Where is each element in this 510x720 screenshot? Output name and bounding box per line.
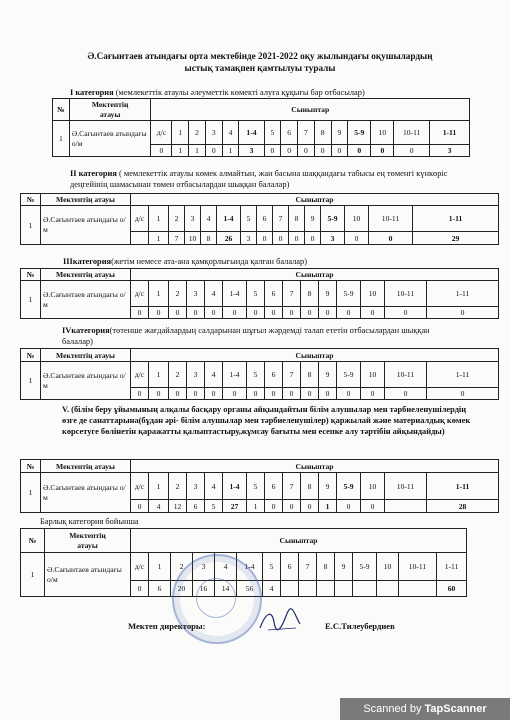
grade-cell: 4 [215, 553, 237, 581]
header-school: Мектептің атауы [41, 349, 131, 362]
value-cell: 1 [172, 145, 189, 157]
value-cell: 0 [223, 388, 247, 400]
grade-cell: 1-11 [429, 121, 469, 145]
value-cell: 0 [169, 388, 187, 400]
value-cell: 0 [385, 307, 427, 319]
value-cell: 0 [205, 388, 223, 400]
value-cell: 0 [265, 500, 283, 513]
header-no: № [21, 194, 41, 206]
grade-cell: 10-11 [399, 553, 437, 581]
grade-cell: 1 [149, 362, 169, 388]
grade-cell: 10-11 [385, 281, 427, 307]
header-no: № [21, 460, 41, 473]
watermark-brand: TapScanner [424, 703, 487, 715]
header-classes: Сыныптар [131, 269, 499, 281]
grade-cell: 3 [187, 362, 205, 388]
value-cell: 0 [247, 388, 265, 400]
value-cell: 0 [131, 388, 149, 400]
value-cell [131, 232, 149, 245]
grade-cell: 5-9 [321, 206, 345, 232]
grade-cell: 8 [317, 553, 335, 581]
value-cell: 0 [371, 145, 394, 157]
header-no: № [21, 269, 41, 281]
grade-cell: 4 [201, 206, 217, 232]
row-no: 1 [21, 206, 41, 245]
value-cell: 0 [369, 232, 413, 245]
value-cell: 0 [149, 307, 169, 319]
value-cell: 0 [301, 500, 319, 513]
grade-cell: 1 [149, 206, 169, 232]
value-cell: 60 [437, 581, 467, 597]
value-cell: 0 [131, 500, 149, 513]
grade-cell: 7 [298, 121, 315, 145]
row-no: 1 [21, 281, 41, 319]
watermark-prefix: Scanned by [363, 703, 425, 715]
grade-cell: 8 [314, 121, 331, 145]
director-label: Мектеп директоры: [128, 621, 206, 631]
section-5-heading: V. (білім беру ұйымының алқалы басқару органы айқындайтын білім алушылар мен тәрбиеленушілердің өзге де санаттарына(бұдан әрі- білім алушылар мен тәрбиеленушілер) қаржылай және материалдық көмек көрсетуге бөлінетін қаражатты қалыптастыру,жұмсау бағыты мен есепке алу тәртібін айқындайды) [62, 405, 471, 436]
grade-cell: 1 [149, 281, 169, 307]
value-cell: 5 [205, 500, 223, 513]
value-cell: 29 [413, 232, 499, 245]
grade-cell: 8 [301, 362, 319, 388]
grade-cell: 6 [257, 206, 273, 232]
value-cell: 0 [301, 388, 319, 400]
value-cell: 14 [215, 581, 237, 597]
grade-cell: 9 [319, 362, 337, 388]
grade-cell: 5 [241, 206, 257, 232]
value-cell: 0 [257, 232, 273, 245]
section-4-heading: ІVкатегория(төтенше жағдайлардың салдарынан шұғыл жәрдемді талап ететін отбасылардан шыққан балалар) [62, 326, 430, 346]
grade-cell: 7 [299, 553, 317, 581]
grade-cell: 9 [319, 473, 337, 500]
value-cell [385, 500, 427, 513]
section-5-table [20, 459, 499, 513]
value-cell: 0 [265, 307, 283, 319]
value-cell: 0 [247, 307, 265, 319]
header-classes: Сыныптар [151, 99, 470, 121]
value-cell: 4 [263, 581, 281, 597]
title-line-1: Ә.Сағынтаев атындағы орта мектебінде 2021-2022 оқу жылындағы оқушылардың [87, 51, 433, 61]
title-line-2: ыстық тамақпен қамтылуы туралы [184, 63, 336, 73]
value-cell: 0 [289, 232, 305, 245]
value-cell: 12 [169, 500, 187, 513]
value-cell: 0 [169, 307, 187, 319]
grade-cell: 6 [265, 362, 283, 388]
grade-cell: 10 [345, 206, 369, 232]
grade-cell: 5-9 [353, 553, 377, 581]
grade-cell: 10 [371, 121, 394, 145]
grade-cell: 2 [171, 553, 193, 581]
row-no: 1 [21, 362, 41, 400]
grade-ds: д/с [131, 553, 149, 581]
value-cell: 0 [273, 232, 289, 245]
value-cell [299, 581, 317, 597]
grade-cell: 1 [172, 121, 189, 145]
value-cell: 0 [283, 307, 301, 319]
value-cell: 0 [281, 145, 298, 157]
grade-cell: 1-4 [239, 121, 264, 145]
value-cell [353, 581, 377, 597]
value-cell: 0 [187, 388, 205, 400]
header-no: № [21, 529, 45, 553]
grade-cell: 2 [169, 362, 187, 388]
section-1-heading: І категория (мемлекеттік атаулы әлеуметтік көмекті алуға құқығы бар отбасылар) [70, 88, 365, 97]
school-name: Ә.Сағынтаев атындағы о/м [41, 362, 131, 400]
grade-cell: 6 [265, 473, 283, 500]
value-cell: 8 [201, 232, 217, 245]
grade-cell: 1-4 [223, 473, 247, 500]
grade-cell: 3 [205, 121, 222, 145]
value-cell: 6 [149, 581, 171, 597]
row-no: 1 [21, 473, 41, 513]
grade-cell: 9 [319, 281, 337, 307]
value-cell: 0 [187, 307, 205, 319]
grade-ds: д/с [131, 362, 149, 388]
grade-cell: 2 [189, 121, 206, 145]
value-cell: 0 [361, 500, 385, 513]
value-cell: 20 [171, 581, 193, 597]
value-cell: 0 [337, 307, 361, 319]
grade-cell: 9 [305, 206, 321, 232]
grade-cell: 1-11 [427, 281, 499, 307]
grade-cell: 3 [187, 281, 205, 307]
school-name: Ә.Сағынтаев атындағы о/м [41, 206, 131, 245]
grade-cell: 10-11 [385, 362, 427, 388]
grade-cell: 10 [361, 473, 385, 500]
value-cell: 4 [149, 500, 169, 513]
value-cell: 1 [189, 145, 206, 157]
row-no: 1 [21, 553, 45, 597]
header-classes: Сыныптар [131, 349, 499, 362]
grade-cell: 1 [149, 553, 171, 581]
grade-cell: 2 [169, 281, 187, 307]
value-cell: 0 [385, 388, 427, 400]
value-cell: 1 [149, 232, 169, 245]
grade-cell: 10-11 [394, 121, 430, 145]
grade-cell: 1-4 [223, 362, 247, 388]
value-cell: 0 [427, 307, 499, 319]
value-cell: 26 [217, 232, 241, 245]
value-cell: 0 [223, 307, 247, 319]
value-cell: 0 [314, 145, 331, 157]
grade-cell: 8 [301, 473, 319, 500]
value-cell: 0 [331, 145, 348, 157]
grade-cell: 4 [222, 121, 239, 145]
value-cell [335, 581, 353, 597]
value-cell: 27 [223, 500, 247, 513]
value-cell: 56 [237, 581, 263, 597]
value-cell: 0 [283, 500, 301, 513]
value-cell: 0 [361, 307, 385, 319]
header-no: № [21, 349, 41, 362]
value-cell: 0 [319, 388, 337, 400]
value-cell [317, 581, 335, 597]
grade-cell: 4 [205, 473, 223, 500]
value-cell: 6 [187, 500, 205, 513]
grade-cell: 1-4 [217, 206, 241, 232]
document-title [60, 50, 460, 74]
value-cell: 3 [241, 232, 257, 245]
header-school: Мектептің атауы [41, 460, 131, 473]
header-school: Мектептің атауы [41, 269, 131, 281]
grade-cell: 1-11 [427, 473, 499, 500]
section-1-table [52, 98, 470, 157]
director-name: Е.С.Тилеубердиев [325, 621, 395, 631]
grade-ds: д/с [131, 281, 149, 307]
grade-cell: 5 [247, 281, 265, 307]
section-total-heading: Барлық категория бойынша [40, 517, 139, 526]
grade-cell: 6 [281, 121, 298, 145]
grade-cell: 6 [281, 553, 299, 581]
grade-cell: 10-11 [385, 473, 427, 500]
value-cell: 1 [222, 145, 239, 157]
grade-cell: 7 [273, 206, 289, 232]
grade-cell: 5 [264, 121, 281, 145]
school-name: Ә.Сағынтаев атындағы о/м [45, 553, 131, 597]
value-cell [377, 581, 399, 597]
grade-cell: 1-11 [437, 553, 467, 581]
grade-cell: 5 [247, 473, 265, 500]
grade-cell: 4 [205, 362, 223, 388]
value-cell: 0 [131, 307, 149, 319]
value-cell: 0 [301, 307, 319, 319]
school-name: Ә.Сағынтаев атындағы о/м [41, 473, 131, 513]
grade-cell: 8 [301, 281, 319, 307]
grade-ds: д/с [131, 206, 149, 232]
signature-mark [258, 606, 303, 636]
grade-cell: 2 [169, 206, 185, 232]
value-cell: 0 [205, 307, 223, 319]
value-cell: 0 [131, 581, 149, 597]
header-no: № [53, 99, 70, 121]
value-cell: 3 [429, 145, 469, 157]
grade-cell: 10 [361, 362, 385, 388]
grade-cell: 10 [377, 553, 399, 581]
grade-cell: 1-11 [427, 362, 499, 388]
grade-cell: 5-9 [337, 473, 361, 500]
value-cell: 0 [337, 500, 361, 513]
header-classes: Сыныптар [131, 194, 499, 206]
grade-cell: 1-4 [223, 281, 247, 307]
grade-cell: 1-11 [413, 206, 499, 232]
header-classes: Сыныптар [131, 529, 467, 553]
value-cell: 0 [264, 145, 281, 157]
grade-cell: 3 [193, 553, 215, 581]
section-2-table [20, 193, 499, 245]
grade-cell: 5 [247, 362, 265, 388]
value-cell: 16 [193, 581, 215, 597]
grade-cell: 7 [283, 281, 301, 307]
value-cell: 0 [345, 232, 369, 245]
value-cell: 0 [361, 388, 385, 400]
section-4-table [20, 348, 499, 400]
value-cell: 0 [149, 388, 169, 400]
grade-cell: 7 [283, 473, 301, 500]
value-cell: 0 [283, 388, 301, 400]
grade-ds: д/с [131, 473, 149, 500]
grade-cell: 5-9 [337, 362, 361, 388]
grade-cell: 5-9 [337, 281, 361, 307]
value-cell [399, 581, 437, 597]
value-cell: 0 [427, 388, 499, 400]
header-school: Мектептің атауы [45, 529, 131, 553]
grade-cell: 4 [205, 281, 223, 307]
grade-cell: 1 [149, 473, 169, 500]
value-cell: 7 [169, 232, 185, 245]
value-cell [281, 581, 299, 597]
grade-cell: 6 [265, 281, 283, 307]
header-school: Мектептің атауы [69, 99, 151, 121]
value-cell: 0 [348, 145, 371, 157]
grade-cell: 7 [283, 362, 301, 388]
grade-cell: 3 [185, 206, 201, 232]
section-3-heading: ІІІкатегория(жетім немесе ата-ана қамқорлығында қалған балалар) [63, 257, 307, 266]
value-cell: 0 [337, 388, 361, 400]
grade-cell: 8 [289, 206, 305, 232]
grade-ds: д/с [151, 121, 172, 145]
value-cell: 1 [319, 500, 337, 513]
grade-cell: 5 [263, 553, 281, 581]
stamp-emblem [196, 578, 236, 618]
grade-cell: 10 [361, 281, 385, 307]
section-2-heading: ІІ категория ( мемлекеттік атаулы көмек алмайтын, жан басына шаққандағы табысы ең төменгі күнкөріс деңгейінің шамасынан төмен отбасылардан шыққан балалар) [70, 169, 448, 189]
row-no: 1 [53, 121, 70, 157]
section-3-table [20, 268, 499, 319]
grade-cell: 2 [169, 473, 187, 500]
value-cell: 0 [394, 145, 430, 157]
value-cell: 0 [298, 145, 315, 157]
grade-cell: 5-9 [348, 121, 371, 145]
grade-cell: 1-4 [237, 553, 263, 581]
value-cell: 10 [185, 232, 201, 245]
grade-cell: 10-11 [369, 206, 413, 232]
value-cell: 3 [321, 232, 345, 245]
value-cell: 0 [205, 145, 222, 157]
school-name: Ә.Сағынтаев атындағы о/м [69, 121, 151, 157]
value-cell: 0 [265, 388, 283, 400]
scanner-watermark [340, 698, 510, 720]
header-school: Мектептің атауы [41, 194, 131, 206]
value-cell: 0 [319, 307, 337, 319]
grade-cell: 3 [187, 473, 205, 500]
value-cell: 1 [247, 500, 265, 513]
grade-cell: 9 [335, 553, 353, 581]
value-cell: 28 [427, 500, 499, 513]
value-cell: 0 [151, 145, 172, 157]
value-cell: 0 [305, 232, 321, 245]
grade-cell: 9 [331, 121, 348, 145]
school-name: Ә.Сағынтаев атындағы о/м [41, 281, 131, 319]
value-cell: 3 [239, 145, 264, 157]
header-classes: Сыныптар [131, 460, 499, 473]
